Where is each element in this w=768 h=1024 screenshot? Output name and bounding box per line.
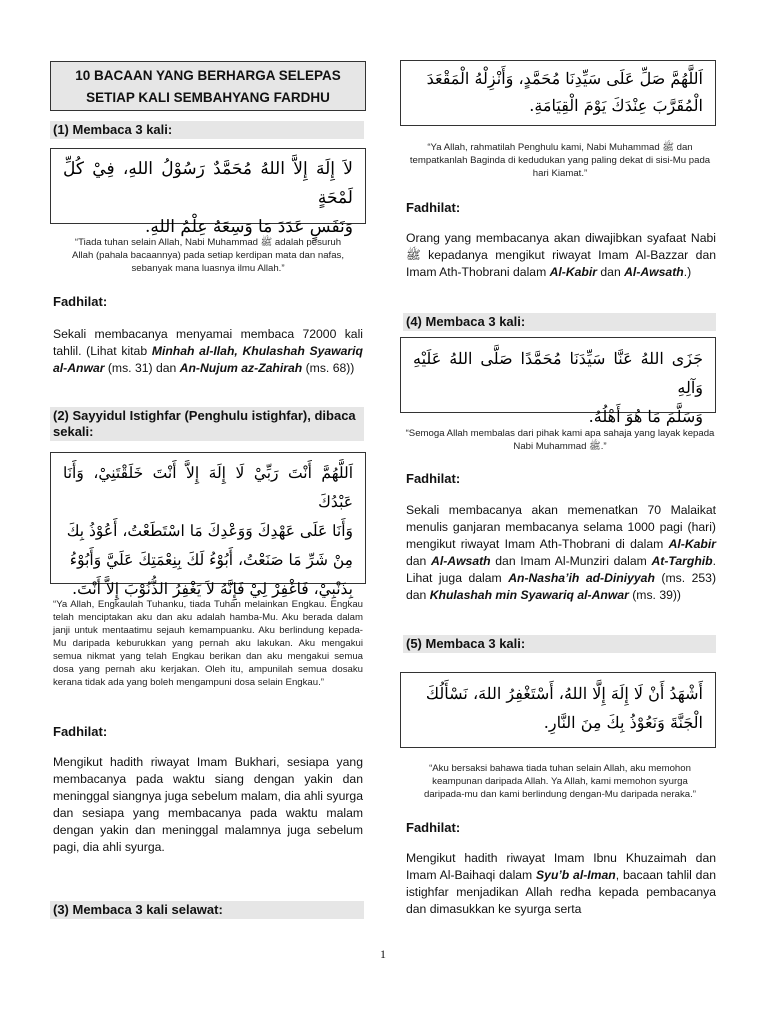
section-5-fadhilat-label: Fadhilat: <box>406 820 461 835</box>
arabic-line: وَأَنَا عَلَى عَهْدِكَ وَوَعْدِكَ مَا اسْتَطَعْتُ، أَعُوْذُ بِكَ <box>66 522 353 540</box>
book-title: Khulashah min Syawariq al-Anwar <box>429 588 629 602</box>
section-1-heading: (1) Membaca 3 kali: <box>50 121 364 139</box>
text-run: Mengikut hadith riwayat Imam Ibnu Khuzaimah dan Imam Al-Baihaqi dalam <box>406 851 716 882</box>
book-title: Al-Kabir <box>668 537 716 551</box>
arabic-line: وَسَلَّمَ مَا هُوَ أَهْلُهُ. <box>588 407 703 426</box>
book-title: An-Nasha’ih ad-Diniyyah <box>508 571 655 585</box>
section-5-heading: (5) Membaca 3 kali: <box>403 635 716 653</box>
translation-line: “Aku bersaksi bahawa tiada tuhan selain Allah, aku memohon <box>429 763 691 774</box>
section-1-fadhilat-label: Fadhilat: <box>53 294 108 309</box>
section-2-heading: (2) Sayyidul Istighfar (Penghulu istighfar), dibaca sekali: <box>50 407 364 441</box>
section-3-fadhilat-text <box>406 230 716 281</box>
translation-line: daripada-mu dan kami berlindung dengan-Mu daripada neraka.” <box>424 789 696 800</box>
book-title: At-Targhib <box>651 554 713 568</box>
arabic-line: الْمُقَرَّبَ عِنْدَكَ يَوْمَ الْقِيَامَةِ. <box>529 96 703 115</box>
text-run: dan <box>406 554 432 568</box>
arabic-line: بِذَنْبِيْ، فَاغْفِرْ لِيْ فَإِنَّهُ لاَ يَغْفِرُ الذُّنُوْبَ إِلاَّ أَنْتَ. <box>72 580 353 598</box>
book-title: Syu’b al-Iman <box>536 868 616 882</box>
section-2-fadhilat-text: Mengikut hadith riwayat Imam Bukhari, sesiapa yang membacanya pada waktu siang dengan yakin dan meninggal siangnya juga sebelum malam, dia ahli syurga dan sesiapa yang membacanya pada waktu malam dengan yakin dan meninggal malamnya juga sebelum pagi, dia ahli syurga. <box>53 755 363 854</box>
page-title <box>50 61 366 111</box>
text-run: dan <box>597 265 625 279</box>
translation-line: “Tiada tuhan selain Allah, Nabi Muhammad ﷺ adalah pesuruh <box>74 237 342 248</box>
translation-line: sebanyak mana luasnya ilmu Allah.” <box>131 263 285 274</box>
text-run: (ms. 31) dan <box>104 361 180 375</box>
page-number: 1 <box>380 947 386 961</box>
section-3-fadhilat-label: Fadhilat: <box>406 200 461 215</box>
arabic-line: أَشْهَدُ أَنْ لَا إِلَهَ إِلَّا اللهُ، أَسْتَغْفِرُ اللهَ، نَسْأَلُكَ <box>425 684 703 703</box>
section-1-fadhilat-text <box>53 326 363 377</box>
section-1-translation <box>50 236 366 275</box>
arabic-line: اَللَّهُمَّ صَلِّ عَلَى سَيِّدِنَا مُحَمَّدٍ، وَأَنْزِلْهُ الْمَقْعَدَ <box>426 69 703 88</box>
text-run: Sekali membacanya menyamai membaca 72000 kali tahlil. (Lihat kitab <box>53 327 363 358</box>
book-title: Al-Kabir <box>549 265 598 279</box>
section-4-fadhilat-text <box>406 502 716 604</box>
section-2-fadhilat-label: Fadhilat: <box>53 724 108 739</box>
text-run: (ms. 39)) <box>628 588 681 602</box>
section-4-heading: (4) Membaca 3 kali: <box>403 313 716 331</box>
text-run: (ms. 68)) <box>302 361 355 375</box>
text-run: dan Imam Al-Munziri dalam <box>490 554 652 568</box>
book-title: Minhah al-Ilah, Khulashah Syawariq al-Anwar <box>53 344 364 375</box>
arabic-line: جَزَى اللهُ عَنَّا سَيِّدَنَا مُحَمَّدًا صَلَّى اللهُ عَلَيْهِ وَآلِهِ <box>413 349 703 397</box>
section-1-arabic-box <box>50 148 366 237</box>
title-line-2: SETIAP KALI SEMBAHYANG FARDHU <box>86 90 330 105</box>
arabic-line: لاَ إِلَهَ إِلاَّ اللهُ مُحَمَّدٌ رَسُوْلُ اللهِ، فِيْ كُلِّ لَمْحَةٍ <box>63 159 353 208</box>
section-5-arabic-box <box>400 672 716 748</box>
section-5-translation <box>404 762 716 801</box>
section-3-translation: “Ya Allah, rahmatilah Penghulu kami, Nabi Muhammad ﷺ dan tempatkanlah Baginda di kedudukan yang paling dekat di sisi-Mu pada hari Kiamat.” <box>409 142 711 179</box>
section-4-fadhilat-label: Fadhilat: <box>406 471 461 486</box>
arabic-line: اَللَّهُمَّ أَنْتَ رَبِّيْ لَا إِلَهَ إِلاَّ أَنْتَ خَلَقْتَنِيْ، وَأَنَا عَبْدُكَ <box>63 464 353 511</box>
title-line-1: 10 BACAAN YANG BERHARGA SELEPAS <box>75 68 341 83</box>
text-run: (ms. 253) dan <box>406 571 717 602</box>
text-run: . Lihat juga dalam <box>406 554 716 585</box>
section-4-arabic-box <box>400 337 716 426</box>
section-2-translation: “Ya Allah, Engkaulah Tuhanku, tiada Tuhan melainkan Engkau. Engkau telah menciptakan aku dan aku adalah hamba-Mu. Aku berada dalam janji untuk mentaatimu sejauh kemampuanku. Aku berlindung kepada-Mu daripada keburukkan yang pernah aku lakukan. Aku mengakui semua nikmat yang telah Engkau berikan dan aku mengakui semua dosa yang pernah aku kerjakan. Oleh itu, ampunilah semua dosaku kerana tidak ada yang boleh mengampuni dosa selain Engkau.” <box>53 599 363 688</box>
arabic-line: وَنَفَسٍ عَدَدَ مَا وَسِعَهُ عِلْمُ اللهِ. <box>144 217 353 237</box>
arabic-line: الْجَنَّةَ وَنَعُوْذُ بِكَ مِنَ النَّارِ. <box>543 713 703 732</box>
section-4-translation: “Semoga Allah membalas dari pihak kami apa sahaja yang layak kepada Nabi Muhammad ﷺ.” <box>405 428 715 452</box>
section-3-arabic-box <box>400 60 716 126</box>
section-5-fadhilat-text <box>406 850 716 918</box>
book-title: An-Nujum az-Zahirah <box>179 361 303 375</box>
text-run: , bacaan tahlil dan istighfar menjadikan Allah redha kepada pembacanya dan dimasukkan ke syurga serta <box>406 868 716 916</box>
text-run: .) <box>683 265 692 279</box>
book-title: Al-Awsath <box>431 554 491 568</box>
translation-line: keampunan daripada Allah. Ya Allah, kami memohon syurga <box>432 776 688 787</box>
book-title: Al-Awsath <box>624 265 684 279</box>
arabic-line: مِنْ شَرِّ مَا صَنَعْتُ، أَبُوْءُ لَكَ بِنِعْمَتِكَ عَلَيَّ وَأَبُوْءُ <box>69 551 353 569</box>
section-3-heading: (3) Membaca 3 kali selawat: <box>50 901 364 919</box>
text-run: Sekali membacanya akan memenatkan 70 Malaikat menulis ganjaran membacanya selama 1000 pagi (hari) mengikut riwayat Imam Ath-Thobrani di dalam <box>406 503 716 551</box>
text-run: Orang yang membacanya akan diwajibkan syafaat Nabi ﷺ kepadanya mengikut riwayat Imam Al-Bazzar dan Imam Ath-Thobrani dalam <box>406 231 716 279</box>
translation-line: Allah (pahala bacaannya) pada setiap kerdipan mata dan nafas, <box>71 250 344 261</box>
section-2-arabic-box <box>50 452 366 598</box>
